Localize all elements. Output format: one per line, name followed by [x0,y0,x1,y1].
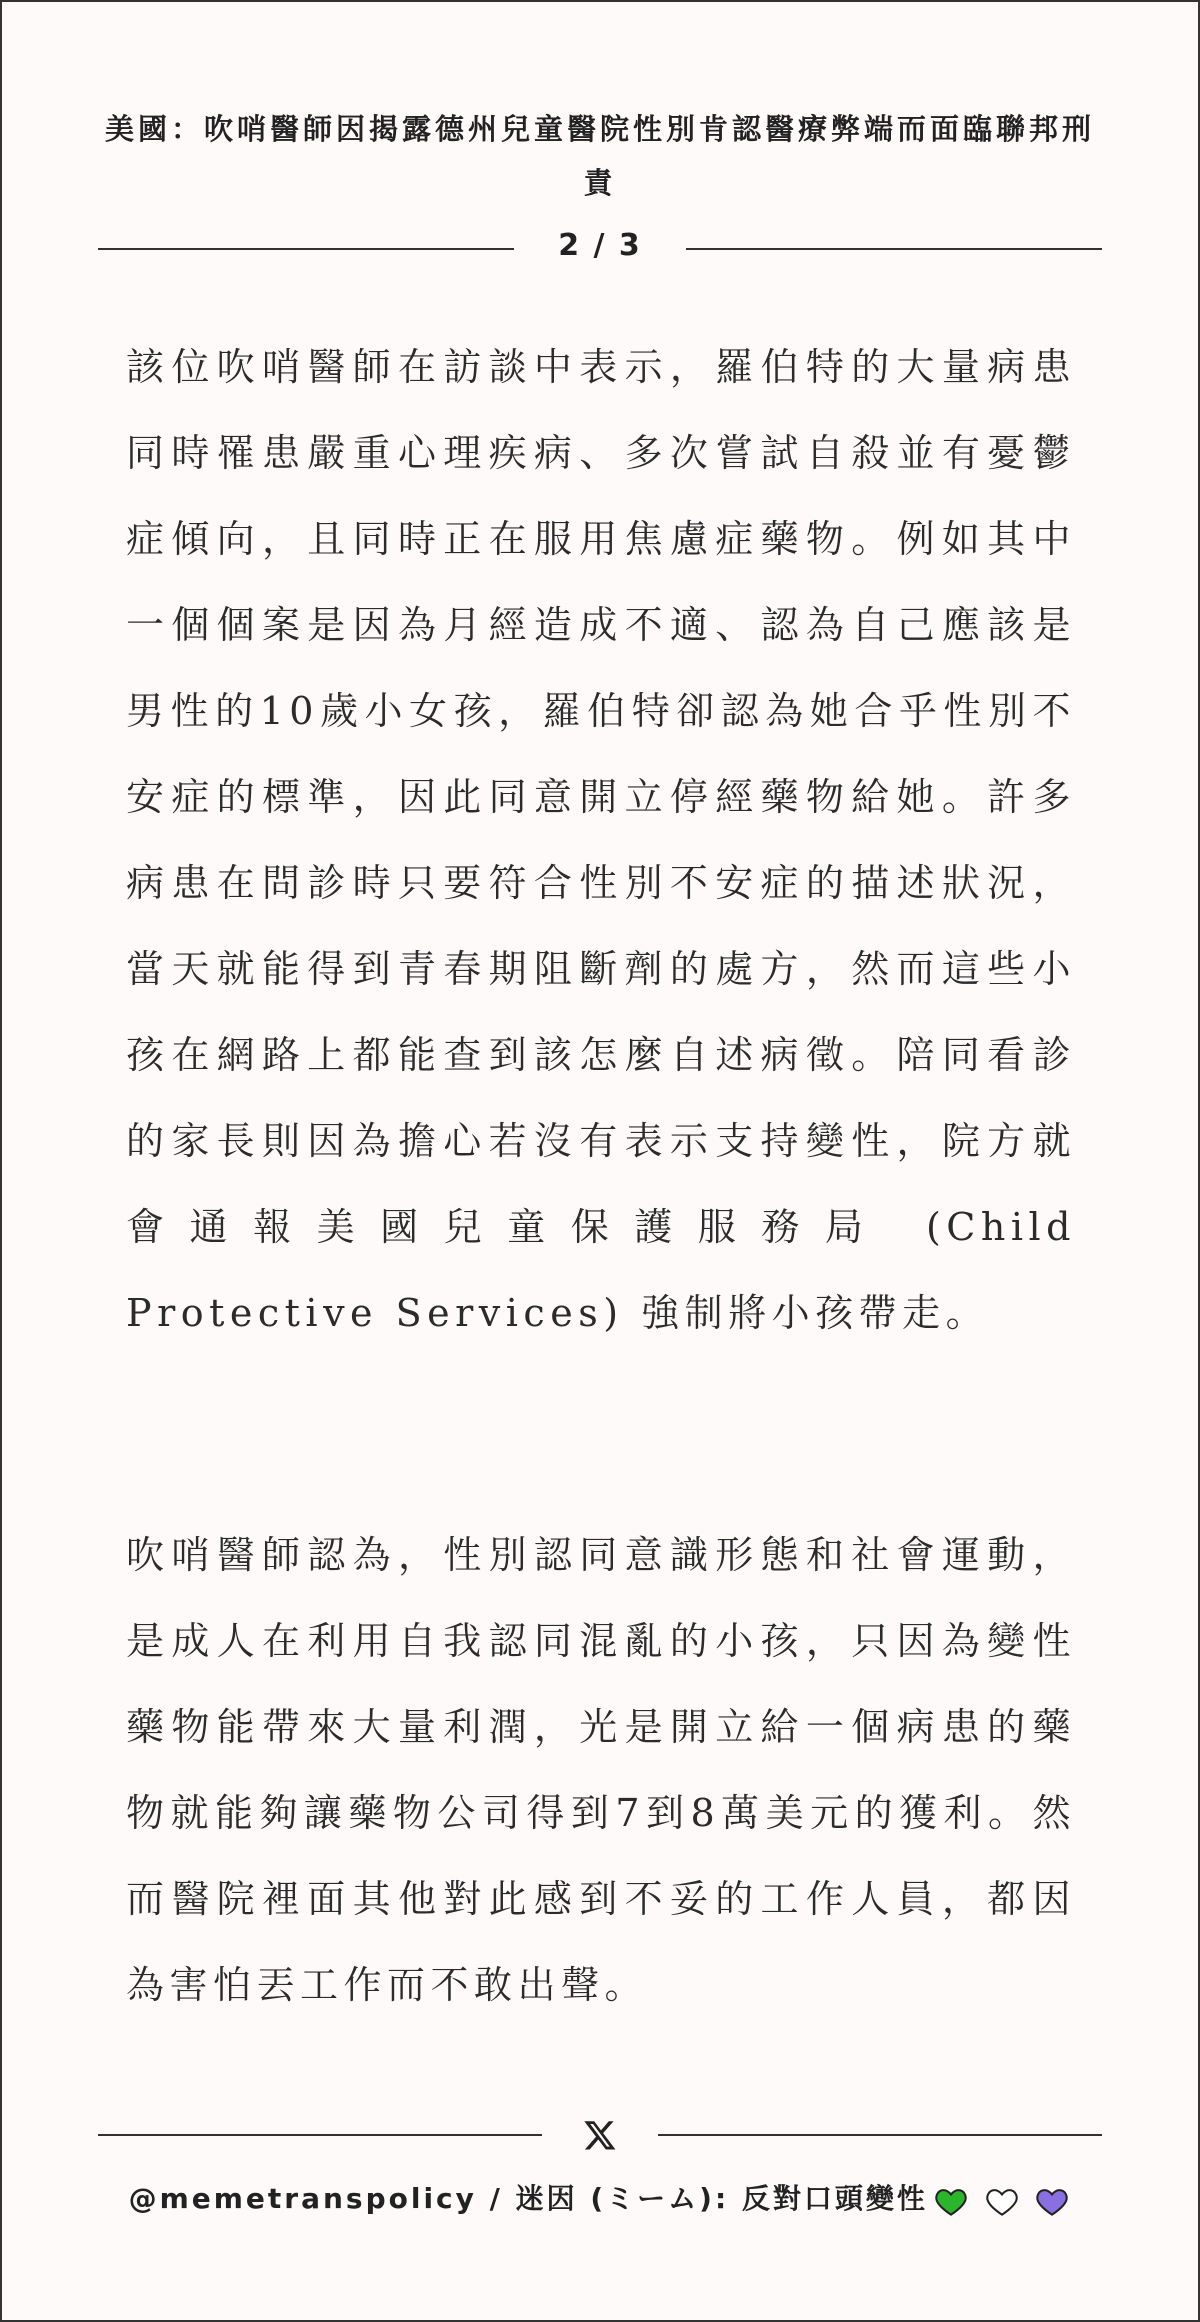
header-divider-left [98,248,514,250]
footer-handle [62,2174,1138,2225]
white-heart-icon [985,2186,1019,2216]
heart-icons [932,2175,1072,2225]
page-title: 美國：吹哨醫師因揭露德州兒童醫院性別肯認醫療弊端而面臨聯邦刑責 [104,112,1095,200]
header-divider-right [686,248,1102,250]
footer-divider-right [658,2134,1102,2136]
page-indicator: 2 / 3 [558,228,642,263]
footer-handle-text: @memetranspolicy / 迷因 (ミーム): 反對口頭變性 [128,2182,928,2215]
purple-heart-icon [1035,2186,1069,2216]
footer-divider-left [98,2134,542,2136]
x-logo-icon[interactable] [575,2110,625,2160]
article-paragraph: 該位吹哨醫師在訪談中表示，羅伯特的大量病患同時罹患嚴重心理疾病、多次嘗試自殺並有憂鬱症傾向，且同時正在服用焦慮症藥物。例如其中一個個案是因為月經造成不適、認為自己應該是男性的10歲小女孩，羅伯特卻認為她合乎性別不安症的標準，因此同意開立停經藥物給她。許多病患在問診時只要符合性別不安症的描述狀況，當天就能得到青春期阻斷劑的處方，然而這些小孩在網路上都能查到該怎麼自述病徵。陪同看診的家長則因為擔心若沒有表示支持變性，院方就會通報美國兒童保護服務局 (Child Protective Services) 強制將小孩帶走。 [126,345,1076,1335]
article-paragraph: 吹哨醫師認為，性別認同意識形態和社會運動，是成人在利用自我認同混亂的小孩，只因為變性藥物能帶來大量利潤，光是開立給一個病患的藥物就能夠讓藥物公司得到7到8萬美元的獲利。然而醫院裡面其他對此感到不妥的工作人員，都因為害怕丟工作而不敢出聲。 [126,1533,1076,2007]
green-heart-icon [934,2186,968,2216]
